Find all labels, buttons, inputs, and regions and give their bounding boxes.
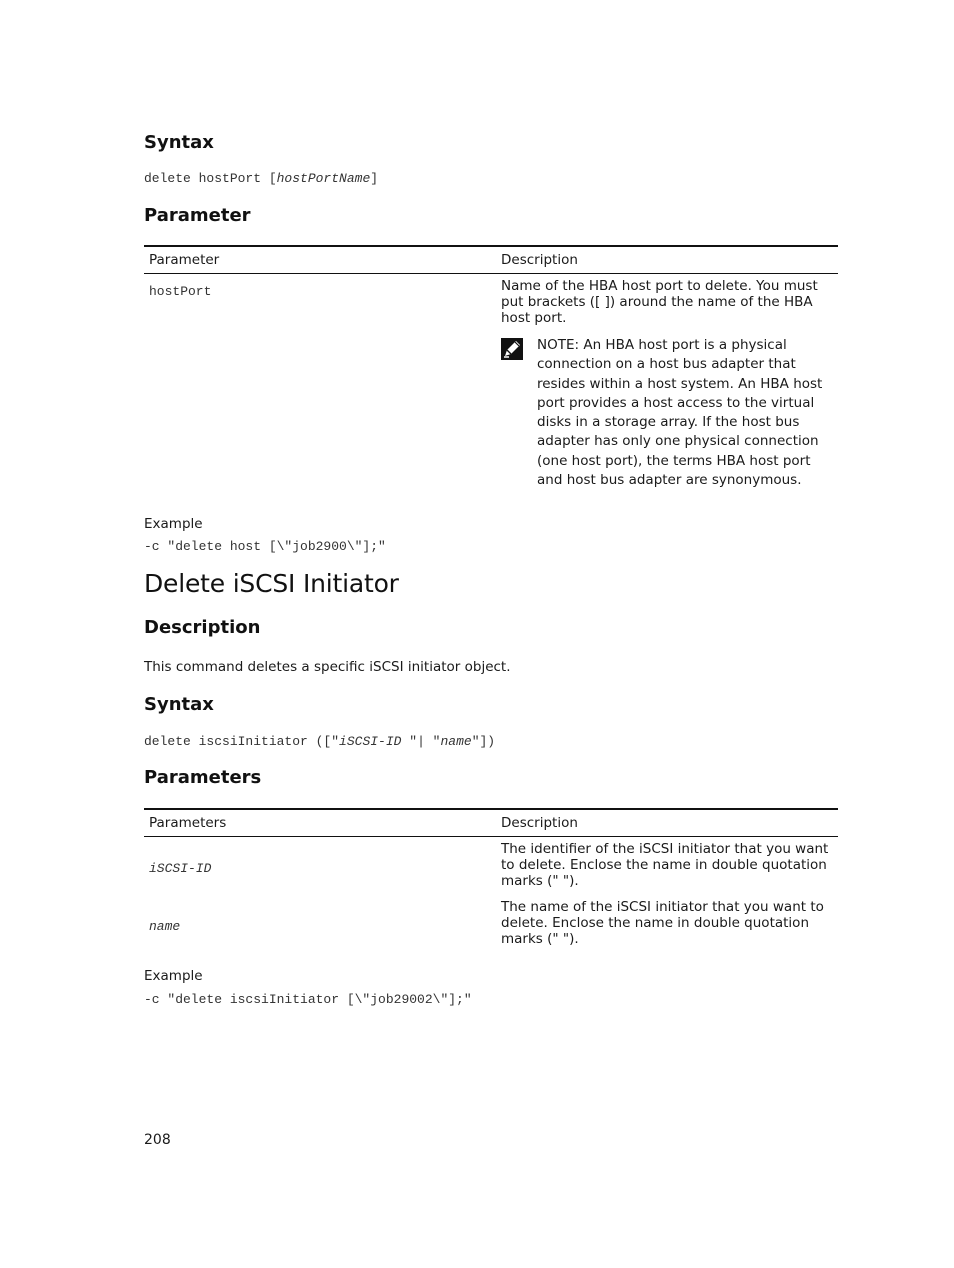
table-header-row: [144, 809, 838, 837]
param-name: iSCSI-ID: [149, 860, 212, 876]
parameter-heading: Parameter: [144, 205, 251, 226]
syntax-code: [144, 171, 378, 186]
table-row: [144, 274, 838, 491]
param-description: The identifier of the iSCSI initiator that you want to delete. Enclose the name in double quotation marks (" ").: [501, 841, 829, 889]
syntax-code-2: [144, 734, 495, 749]
syntax-part: "]): [471, 734, 496, 749]
note-text: [537, 336, 834, 490]
page-number: 208: [144, 1132, 171, 1148]
syntax-prefix: delete hostPort [: [144, 171, 277, 186]
param-name: name: [149, 918, 181, 934]
parameters-heading: Parameters: [144, 767, 262, 788]
syntax-heading-2: Syntax: [144, 694, 214, 715]
table-header-row: [144, 246, 838, 274]
table-row: [144, 837, 838, 896]
syntax-heading: Syntax: [144, 132, 214, 153]
syntax-part: "| ": [401, 734, 441, 749]
example-label-2: Example: [144, 968, 203, 984]
param-name: hostPort: [149, 284, 212, 299]
syntax-suffix: ]: [370, 171, 379, 186]
description-text: This command deletes a specific iSCSI initiator object.: [144, 659, 511, 675]
example-code-2: -c "delete iscsiInitiator [\"job29002\"];": [144, 992, 472, 1007]
description-heading: Description: [144, 617, 261, 638]
syntax-param: hostPortName: [276, 171, 371, 186]
parameter-table: [144, 245, 838, 490]
parameters-table: [144, 808, 838, 953]
example-code: -c "delete host [\"job2900\"];": [144, 539, 386, 554]
syntax-param-id: iSCSI-ID: [339, 734, 402, 749]
example-label: Example: [144, 516, 203, 532]
pencil-note-icon: [501, 338, 525, 362]
col-header-parameters: Parameters: [149, 815, 227, 831]
syntax-param-name: name: [440, 734, 472, 749]
note-box: [501, 336, 834, 490]
col-header-parameter: Parameter: [149, 252, 220, 268]
syntax-part: delete iscsiInitiator ([": [144, 734, 340, 749]
note-label: NOTE:: [537, 337, 580, 353]
param-description: The name of the iSCSI initiator that you want to delete. Enclose the name in double quotation marks (" ").: [501, 899, 824, 947]
note-body-text: An HBA host port is a physical connection on a host bus adapter that resides within a host system. An HBA host port provides a host access to the virtual disks in a storage array. If the host bus adapter has only one physical connection (one host port), the terms HBA host port and host bus adapter are synonymous.: [537, 337, 823, 489]
col-header-description: Description: [501, 252, 578, 268]
section-title: Delete iSCSI Initiator: [144, 569, 399, 598]
col-header-description: Description: [501, 815, 578, 831]
table-row: [144, 895, 838, 953]
param-description: Name of the HBA host port to delete. You must put brackets ([ ]) around the name of the HBA host port.: [501, 278, 818, 326]
